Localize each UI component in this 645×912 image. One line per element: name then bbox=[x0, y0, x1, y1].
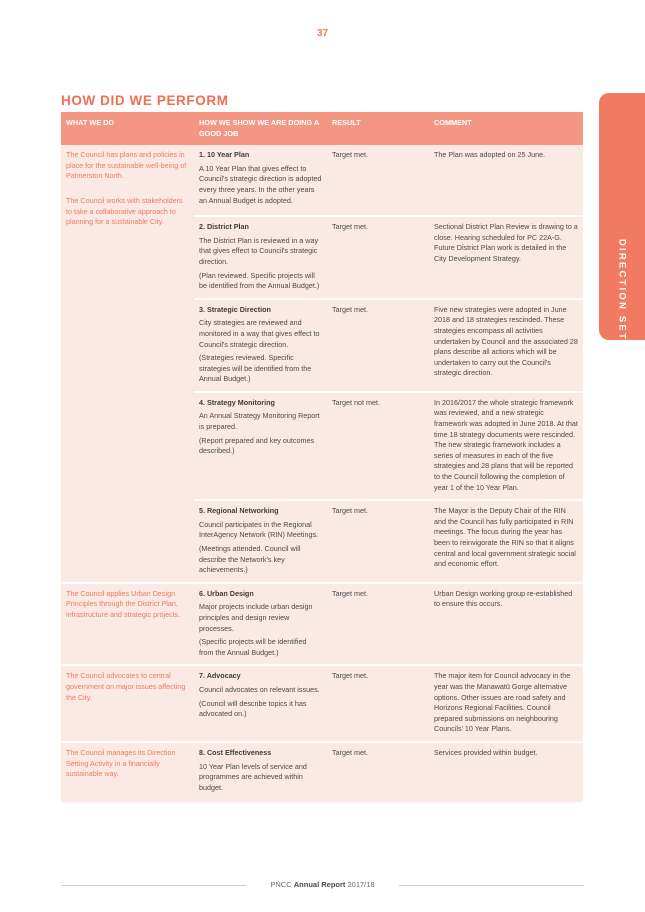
comment-cell: Five new strategies were adopted in June 2018 and 18 strategies rescinded. These strategies encompass all activities undertaken by Council and the associated 28 plans describe all actions which will be undertaken to carry out the Council's strategic direction. bbox=[429, 299, 583, 392]
measure-note: (Plan reviewed. Specific projects will be identified from the Annual Budget.) bbox=[199, 270, 320, 291]
what-we-do-cell bbox=[61, 583, 194, 666]
measure-note: (Specific projects will be identified from the Annual Budget.) bbox=[199, 637, 307, 657]
column-header-what-we-do: WHAT WE DO bbox=[61, 112, 194, 145]
table-row bbox=[61, 665, 583, 742]
measure-cell bbox=[194, 500, 327, 583]
measure-note: (Meetings attended. Council will describe the Network's key achievements.) bbox=[199, 544, 301, 575]
result-cell: Target met. bbox=[327, 665, 429, 742]
measure-title: 8. Cost Effectiveness bbox=[199, 747, 272, 757]
column-header-how-we-show: HOW WE SHOW WE ARE DOING A GOOD JOB bbox=[194, 112, 327, 145]
footer-org: PNCC bbox=[270, 880, 292, 889]
what-we-do-text: The Council advocates to central government on major issues affecting the City. bbox=[66, 671, 186, 702]
measure-description: Council participates in the Regional InterAgency Network (RIN) Meetings. bbox=[199, 519, 319, 540]
footer-rule-left bbox=[61, 885, 246, 886]
column-header-comment: COMMENT bbox=[429, 112, 583, 145]
result-cell: Target met. bbox=[327, 216, 429, 299]
what-we-do-cell bbox=[61, 145, 194, 583]
result-cell: Target met. bbox=[327, 500, 429, 583]
comment-cell: The Plan was adopted on 25 June. bbox=[429, 145, 583, 216]
table-row bbox=[61, 145, 583, 216]
performance-table bbox=[61, 112, 583, 802]
measure-title: 1. 10 Year Plan bbox=[199, 150, 250, 160]
measure-cell bbox=[194, 665, 327, 742]
footer-rule-right bbox=[399, 885, 584, 886]
measure-cell bbox=[194, 742, 327, 802]
measure-description: The District Plan is reviewed in a way that gives effect to Council's strategic direction. bbox=[199, 235, 319, 266]
measure-note: (Council will describe topics it has advocated on.) bbox=[199, 698, 307, 719]
measure-description: City strategies are reviewed and monitored in a way that gives effect to Council's strategic direction. bbox=[199, 318, 320, 349]
table-row bbox=[61, 583, 583, 666]
result-cell: Target met. bbox=[327, 742, 429, 802]
comment-cell: Urban Design working group re-established to ensure this occurs. bbox=[429, 583, 583, 666]
table-header-row bbox=[61, 112, 583, 145]
measure-title: 3. Strategic Direction bbox=[199, 304, 271, 314]
measure-title: 2. District Plan bbox=[199, 222, 249, 232]
measure-title: 6. Urban Design bbox=[199, 588, 254, 598]
footer-report: Annual Report bbox=[293, 880, 346, 889]
measure-description: A 10 Year Plan that gives effect to Council's strategic direction is adopted every three years. In the other years an Annual Budget is adopted. bbox=[199, 163, 322, 205]
measure-note: (Strategies reviewed. Specific strategies will be identified from the Annual Budget.) bbox=[199, 353, 312, 384]
what-we-do-text: The Council has plans and policies in place for the sustainable well-being of Palmerston North. bbox=[66, 150, 187, 181]
side-tab-label: DIRECTION SETTING bbox=[616, 239, 628, 373]
what-we-do-text: The Council works with stakeholders to take a collaborative approach to planning for a sustainable City. bbox=[66, 195, 183, 227]
what-we-do-text: The Council applies Urban Design Principles through the District Plan, infrastructure and strategic projects. bbox=[66, 588, 181, 619]
result-cell: Target met. bbox=[327, 145, 429, 216]
measure-cell bbox=[194, 299, 327, 392]
measure-title: 7. Advocacy bbox=[199, 671, 241, 681]
result-cell: Target not met. bbox=[327, 392, 429, 500]
measure-description: 10 Year Plan levels of service and programmes are achieved within budget. bbox=[199, 761, 307, 792]
measure-title: 4. Strategy Monitoring bbox=[199, 397, 275, 407]
comment-cell: Services provided within budget. bbox=[429, 742, 583, 802]
result-cell: Target met. bbox=[327, 299, 429, 392]
measure-cell bbox=[194, 145, 327, 216]
comment-cell: In 2016/2017 the whole strategic framework was reviewed, and a new strategic framework was adopted in June 2018. At that time 18 strategy documents were rescinded. The new strategic framework includes a series of measures in each of the five strategies and 28 plans that will be reported to the Council following the completion of year 1 of the 10 Year Plan. bbox=[429, 392, 583, 500]
measure-cell bbox=[194, 392, 327, 500]
what-we-do-text: The Council manages its Direction Setting Activity in a financially sustainable way. bbox=[66, 747, 176, 779]
measure-description: Major projects include urban design principles and design review processes. bbox=[199, 602, 313, 633]
footer-year: 2017/18 bbox=[347, 880, 375, 889]
what-we-do-cell bbox=[61, 665, 194, 742]
column-header-result: RESULT bbox=[327, 112, 429, 145]
section-heading: HOW DID WE PERFORM bbox=[61, 93, 229, 108]
comment-cell: The Mayor is the Deputy Chair of the RIN and the Council has fully participated in RIN meetings. The focus during the year has been to reinvigorate the RIN so that it aligns central and local government strategic social and economic effort. bbox=[429, 500, 583, 583]
measure-note: (Report prepared and key outcomes described.) bbox=[199, 435, 315, 456]
measure-description: An Annual Strategy Monitoring Report is prepared. bbox=[199, 411, 320, 432]
measure-cell bbox=[194, 216, 327, 299]
page-number: 37 bbox=[316, 28, 329, 39]
what-we-do-cell bbox=[61, 742, 194, 802]
result-cell: Target met. bbox=[327, 583, 429, 666]
comment-cell: The major item for Council advocacy in the year was the Manawatū Gorge alternative options. Other issues are road safety and Horizons Regional Facilities. Council prepared submissions on neighbouring Councils' 10 Year Plans. bbox=[429, 665, 583, 742]
measure-title: 5. Regional Networking bbox=[199, 506, 279, 516]
comment-cell: Sectional District Plan Review is drawing to a close. Hearing scheduled for PC 22A-G. Future District Plan work is detailed in the City Development Strategy. bbox=[429, 216, 583, 299]
measure-cell bbox=[194, 583, 327, 666]
footer bbox=[246, 880, 399, 889]
table-row bbox=[61, 742, 583, 802]
side-tab bbox=[599, 93, 645, 373]
measure-description: Council advocates on relevant issues. bbox=[199, 684, 320, 694]
